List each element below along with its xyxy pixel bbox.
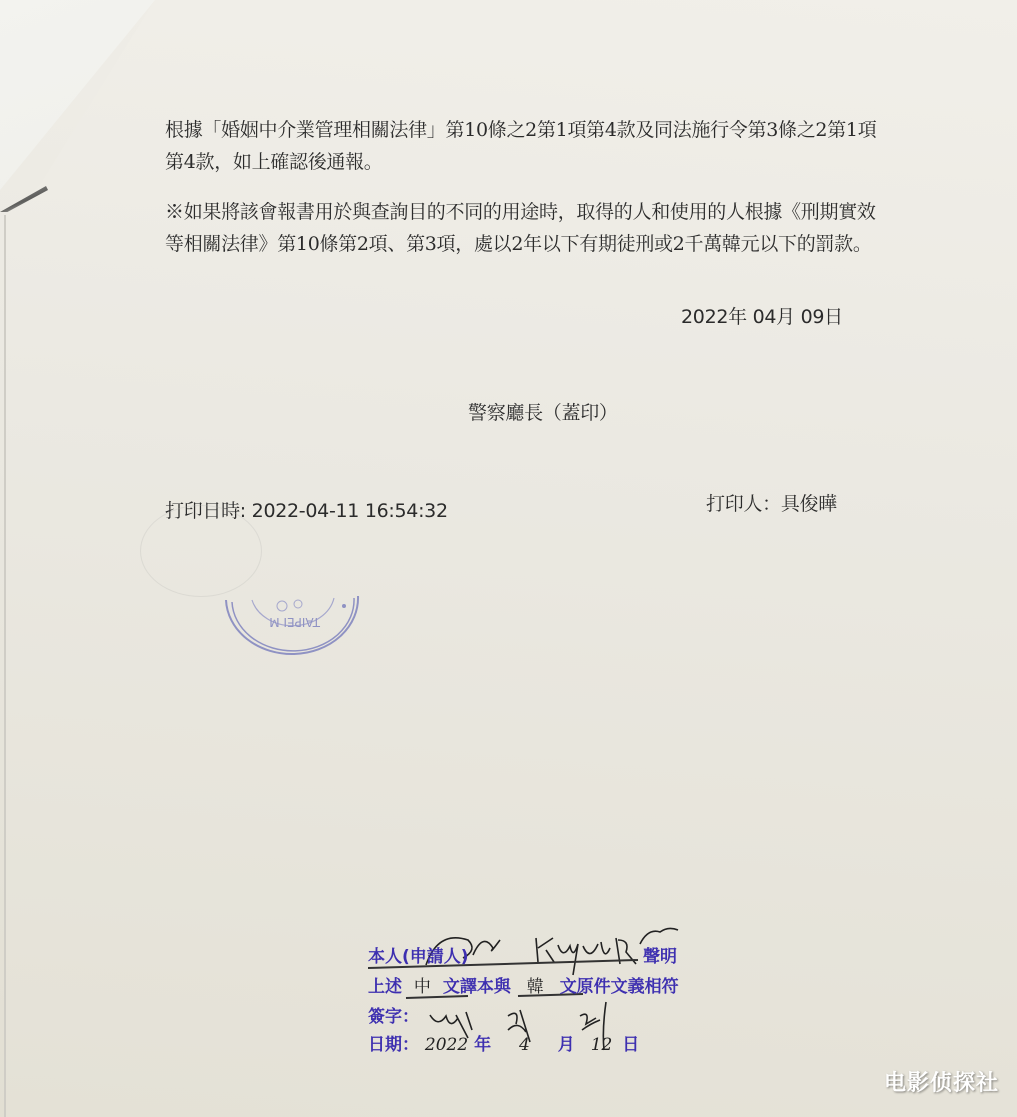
- print-datetime-label: 打印日時:: [165, 500, 246, 522]
- source-watermark: 电影侦探社: [883, 1071, 999, 1096]
- date-year: 2022: [424, 1035, 469, 1055]
- declare-label: 聲明: [643, 947, 677, 967]
- date-day: 12: [590, 1035, 613, 1055]
- misuse-warning-paragraph: ※如果將該會報書用於與查詢目的不同的用途時，取得的人和使用的人根據《刑期實效等相關法律》第10條第2項、第3項，處以2年以下有期徒刑或2千萬韓元以下的罰款。: [165, 201, 876, 255]
- translation-affidavit-stamp: [368, 920, 688, 1060]
- day-label: 日: [622, 1035, 640, 1055]
- signature-label: 簽字：: [368, 1007, 419, 1027]
- date-label: 日期：: [368, 1035, 419, 1055]
- month-label: 月: [557, 1035, 575, 1055]
- printer-info: [706, 488, 837, 520]
- affidavit-line-translation: [368, 972, 679, 997]
- issue-date: 2022年 04月 09日: [681, 306, 843, 328]
- taipei-stamp-icon: [222, 588, 362, 658]
- date-month: 4: [519, 1035, 530, 1055]
- translation-suffix: 文原件文義相符: [559, 977, 679, 997]
- year-label: 年: [474, 1035, 492, 1055]
- affidavit-line-signature: [368, 1002, 419, 1027]
- translation-middle: 文譯本與: [442, 977, 511, 997]
- faint-emboss-seal: [140, 505, 262, 597]
- print-datetime-value: 2022-04-11 16:54:32: [251, 500, 448, 522]
- svg-text:TAIPEI M: TAIPEI M: [269, 615, 320, 629]
- printer-name: 具俊曄: [780, 493, 837, 515]
- page-left-edge: [4, 215, 6, 1117]
- legal-basis-paragraph: 根據「婚姻中介業管理相關法律」第10條之2第1項第4款及同法施行令第3條之2第1項第4款，如上確認後通報。: [165, 119, 877, 173]
- issuer-seal-line: 警察廳長（蓋印）: [468, 402, 618, 424]
- affidavit-line-date: [368, 1030, 639, 1055]
- printer-label: 打印人：: [706, 493, 781, 515]
- affidavit-line-applicant: [368, 942, 469, 967]
- applicant-prefix: 本人(申請人): [368, 947, 469, 967]
- handwritten-korean: 韓: [526, 977, 544, 997]
- above-label: 上述: [368, 977, 402, 997]
- handwritten-chinese: 中: [413, 977, 431, 997]
